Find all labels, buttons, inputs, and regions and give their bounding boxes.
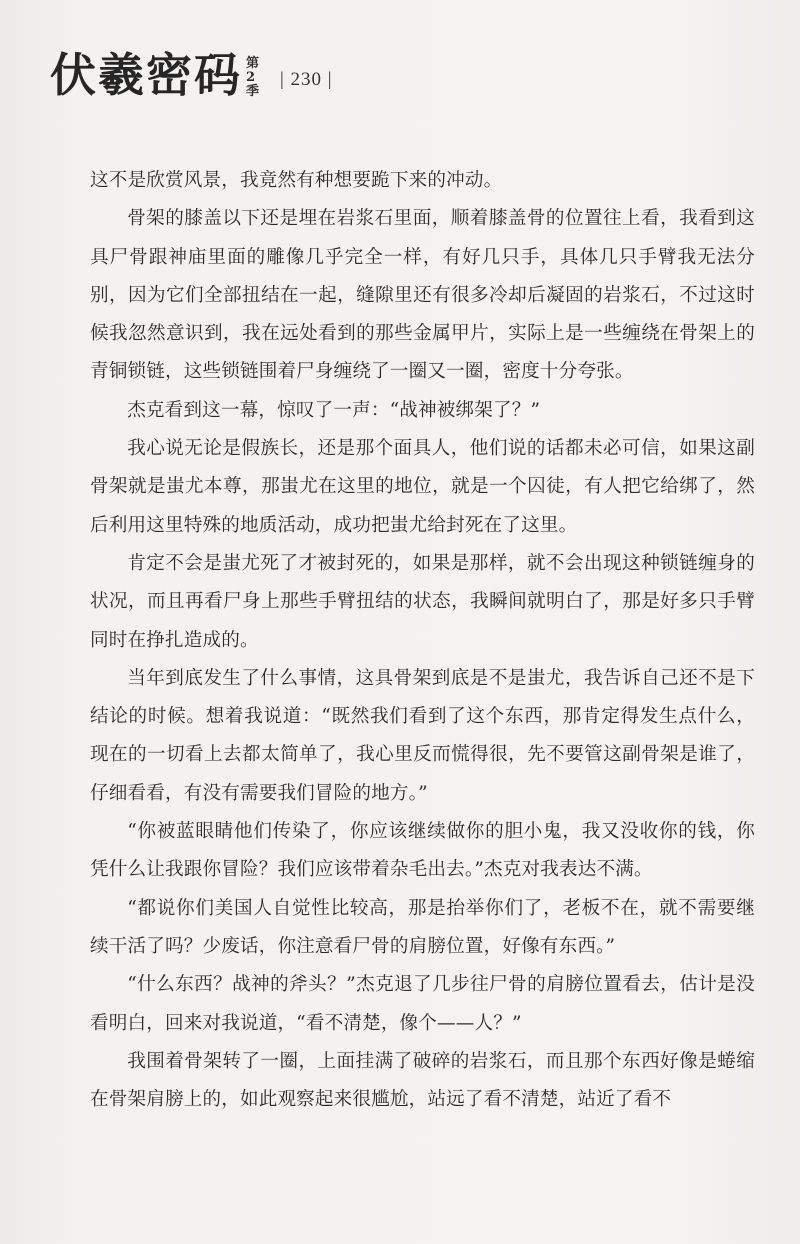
paragraph: 我围着骨架转了一圈，上面挂满了破碎的岩浆石，而且那个东西好像是蜷缩在骨架肩膀上的，如此观察起来很尴尬，站远了看不清楚，站近了看不 bbox=[90, 1050, 755, 1111]
paragraph: “都说你们美国人自觉性比较高，那是抬举你们了，老板不在，就不需要继续干活了吗？少废话，你注意看尸骨的肩膀位置，好像有东西。” bbox=[90, 897, 755, 957]
page-header bbox=[50, 40, 333, 110]
paragraph: “你被蓝眼睛他们传染了，你应该继续做你的胆小鬼，我又没收你的钱，你凭什么让我跟你冒险？我们应该带着杂毛出去。”杰克对我表达不满。 bbox=[90, 821, 755, 881]
paragraph: 肯定不会是蚩尤死了才被封死的，如果是那样，就不会出现这种锁链缠身的状况，而且再看尸身上那些手臂扭结的状态，我瞬间就明白了，那是好多只手臂同时在挣扎造成的。 bbox=[90, 552, 755, 651]
paragraph: 我心说无论是假族长，还是那个面具人，他们说的话都未必可信，如果这副骨架就是蚩尤本尊，那蚩尤在这里的地位，就是一个囚徒，有人把它给绑了，然后利用这里特殊的地质活动，成功把蚩尤给封死在了这里。 bbox=[90, 438, 755, 536]
paragraph: 当年到底发生了什么事情，这具骨架到底是不是蚩尤，我告诉自己还不是下结论的时候。想着我说道：“既然我们看到了这个东西，那肯定得发生点什么，现在的一切看上去都太简单了，我心里反而慌得很，先不要管这副骨架是谁了，仔细看看，有没有需要我们冒险的地方。” bbox=[90, 667, 755, 804]
paragraph: “什么东西？战神的斧头？”杰克退了几步往尸骨的肩膀位置看去，估计是没看明白，回来对我说道，“看不清楚，像个——人？” bbox=[90, 974, 755, 1034]
season-label: 第2季 bbox=[246, 56, 260, 99]
book-title: 伏羲密码 bbox=[50, 48, 242, 102]
body-text bbox=[90, 162, 755, 1119]
paragraph: 杰克看到这一幕，惊叹了一声：“战神被绑架了？” bbox=[127, 399, 541, 421]
page-number: | 230 | bbox=[280, 69, 333, 90]
paragraph: 这不是欣赏风景，我竟然有种想要跪下来的冲动。 bbox=[90, 170, 503, 191]
paragraph: 骨架的膝盖以下还是埋在岩浆石里面，顺着膝盖骨的位置往上看，我看到这具尸骨跟神庙里面的雕像几乎完全一样，有好几只手，具体几只手臂我无法分别，因为它们全部扭结在一起，缝隙里还有很多冷却后凝固的岩浆石，不过这时候我忽然意识到，我在远处看到的那些金属甲片，实际上是一些缠绕在骨架上的青铜锁链，这些锁链围着尸身缠绕了一圈又一圈，密度十分夸张。 bbox=[90, 208, 755, 383]
